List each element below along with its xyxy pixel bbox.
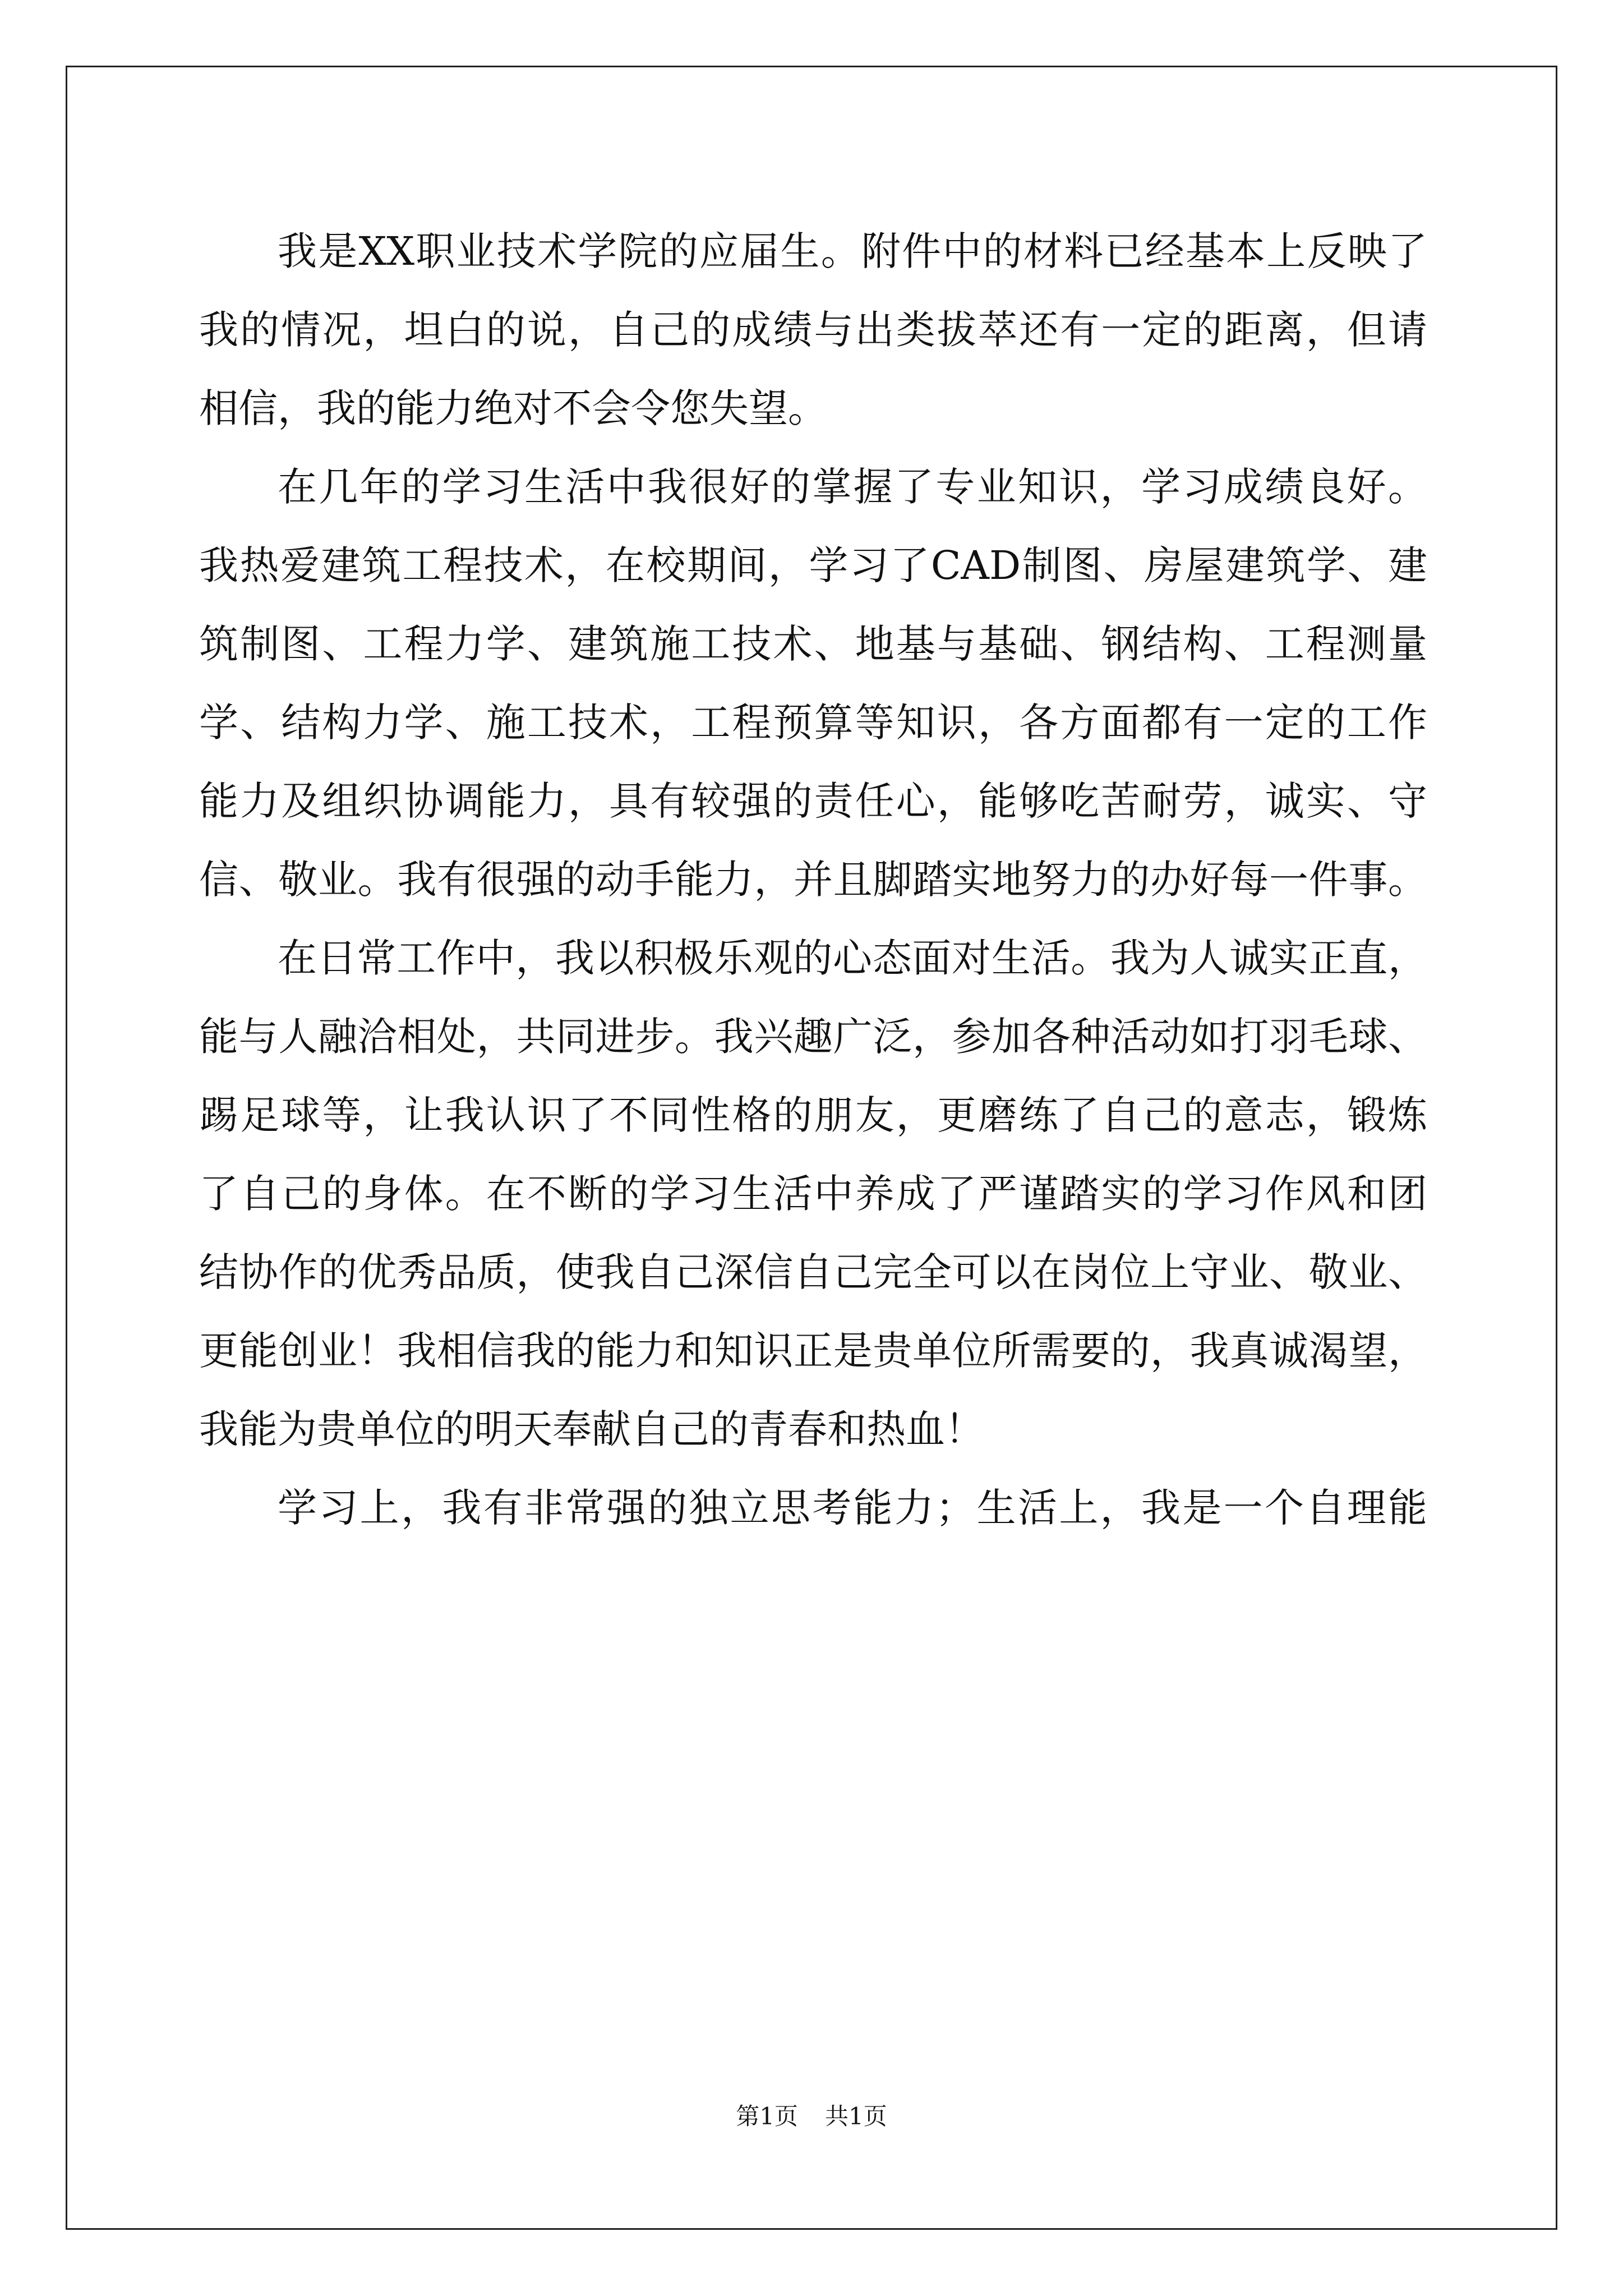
- page-footer: [0, 2101, 1623, 2132]
- paragraph-2-line-6: 信、敬业。我有很强的动手能力，并且脚踏实地努力的办好每一件事。: [199, 857, 1427, 903]
- paragraph-1-line-1: 我是XX职业技术学院的应届生。附件中的材料已经基本上反映了: [278, 228, 1427, 274]
- paragraph-3-line-1: 在日常工作中，我以积极乐观的心态面对生活。我为人诚实正直，: [278, 935, 1427, 981]
- paragraph-2-line-1: 在几年的学习生活中我很好的掌握了专业知识，学习成绩良好。: [278, 464, 1427, 510]
- paragraph-3-line-7: 我能为贵单位的明天奉献自己的青春和热血！: [199, 1406, 984, 1452]
- paragraph-2-line-4: 学、结构力学、施工技术，工程预算等知识，各方面都有一定的工作: [199, 700, 1427, 746]
- page-total: 共1页: [825, 2102, 887, 2130]
- paragraph-3-line-5: 结协作的优秀品质，使我自己深信自己完全可以在岗位上守业、敬业、: [199, 1249, 1427, 1295]
- paragraph-3-line-3: 踢足球等，让我认识了不同性格的朋友，更磨练了自己的意志，锻炼: [199, 1092, 1427, 1138]
- paragraph-1-line-3: 相信，我的能力绝对不会令您失望。: [199, 385, 827, 431]
- paragraph-3-line-6: 更能创业！我相信我的能力和知识正是贵单位所需要的，我真诚渴望，: [199, 1328, 1427, 1374]
- document-body: [199, 212, 1427, 1547]
- paragraph-3-line-2: 能与人融洽相处，共同进步。我兴趣广泛，参加各种活动如打羽毛球、: [199, 1014, 1427, 1060]
- paragraph-2-line-5: 能力及组织协调能力，具有较强的责任心，能够吃苦耐劳，诚实、守: [199, 778, 1427, 824]
- paragraph-2-line-3: 筑制图、工程力学、建筑施工技术、地基与基础、钢结构、工程测量: [199, 621, 1427, 667]
- paragraph-1-line-2: 我的情况，坦白的说，自己的成绩与出类拔萃还有一定的距离，但请: [199, 307, 1427, 353]
- paragraph-4-line-1: 学习上，我有非常强的独立思考能力；生活上，我是一个自理能: [278, 1485, 1427, 1531]
- paragraph-3-line-4: 了自己的身体。在不断的学习生活中养成了严谨踏实的学习作风和团: [199, 1171, 1427, 1217]
- page-number: 第1页: [736, 2102, 798, 2130]
- paragraph-2-line-2: 我热爱建筑工程技术，在校期间，学习了CAD制图、房屋建筑学、建: [199, 542, 1427, 588]
